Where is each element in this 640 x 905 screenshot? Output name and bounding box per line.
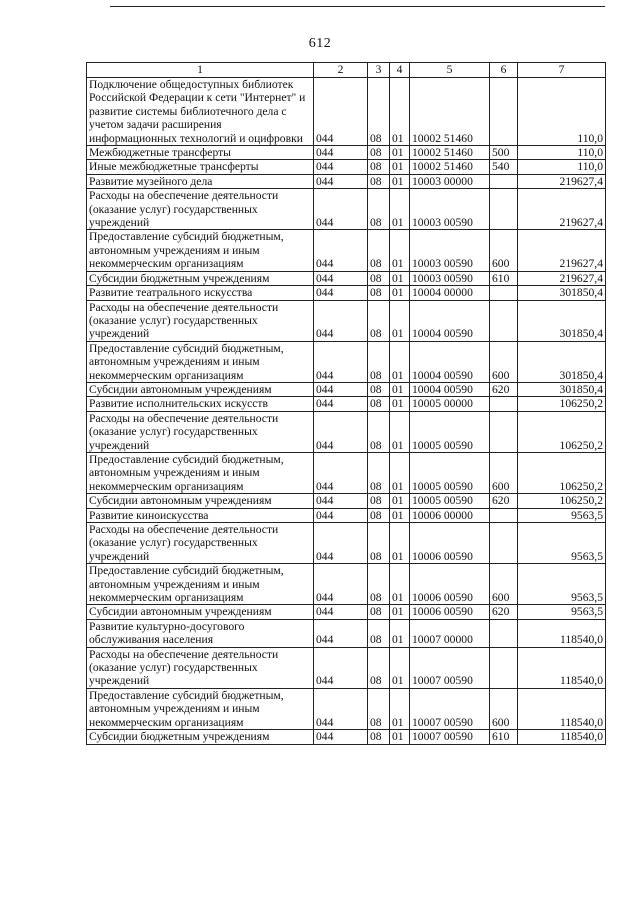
row-section-code: 08: [368, 411, 390, 452]
row-target-article: 10004 00000: [410, 286, 490, 300]
table-body: [87, 78, 606, 745]
row-target-article: 10007 00590: [410, 688, 490, 729]
column-header: 7: [518, 63, 606, 78]
table-row: [87, 300, 606, 341]
row-expense-type: [490, 523, 518, 564]
row-target-article: 10004 00590: [410, 382, 490, 396]
row-subsection-code: 01: [390, 382, 410, 396]
row-name: Предоставление субсидий бюджетным, автономным учреждениям и иным некоммерческим организациям: [87, 230, 314, 271]
row-expense-type: 500: [490, 146, 518, 160]
row-amount: 118540,0: [518, 619, 606, 647]
row-target-article: 10006 00590: [410, 605, 490, 619]
row-department-code: 044: [314, 411, 368, 452]
row-target-article: 10006 00000: [410, 508, 490, 522]
row-target-article: 10002 51460: [410, 78, 490, 146]
row-department-code: 044: [314, 523, 368, 564]
row-department-code: 044: [314, 494, 368, 508]
row-subsection-code: 01: [390, 494, 410, 508]
table-row: [87, 688, 606, 729]
row-section-code: 08: [368, 230, 390, 271]
row-target-article: 10007 00000: [410, 619, 490, 647]
row-expense-type: [490, 286, 518, 300]
row-expense-type: 620: [490, 605, 518, 619]
row-department-code: 044: [314, 78, 368, 146]
row-subsection-code: 01: [390, 452, 410, 493]
row-section-code: 08: [368, 382, 390, 396]
row-expense-type: [490, 619, 518, 647]
row-subsection-code: 01: [390, 189, 410, 230]
row-amount: 219627,4: [518, 174, 606, 188]
column-header: 4: [390, 63, 410, 78]
row-department-code: 044: [314, 564, 368, 605]
row-name: Межбюджетные трансферты: [87, 146, 314, 160]
table-row: [87, 397, 606, 411]
row-amount: 9563,5: [518, 605, 606, 619]
row-name: Предоставление субсидий бюджетным, автономным учреждениям и иным некоммерческим организациям: [87, 341, 314, 382]
row-department-code: 044: [314, 730, 368, 744]
row-department-code: 044: [314, 605, 368, 619]
page-number: 612: [308, 36, 332, 51]
row-name: Субсидии бюджетным учреждениям: [87, 730, 314, 744]
table-row: [87, 174, 606, 188]
table-row: [87, 160, 606, 174]
column-header: 1: [87, 63, 314, 78]
row-subsection-code: 01: [390, 160, 410, 174]
row-target-article: 10004 00590: [410, 341, 490, 382]
row-department-code: 044: [314, 647, 368, 688]
table-row: [87, 78, 606, 146]
row-amount: 219627,4: [518, 189, 606, 230]
table-row: [87, 189, 606, 230]
row-expense-type: 600: [490, 230, 518, 271]
row-subsection-code: 01: [390, 300, 410, 341]
row-target-article: 10005 00590: [410, 494, 490, 508]
row-section-code: 08: [368, 605, 390, 619]
table-row: [87, 564, 606, 605]
row-department-code: 044: [314, 160, 368, 174]
column-header: 6: [490, 63, 518, 78]
row-target-article: 10002 51460: [410, 146, 490, 160]
row-name: Расходы на обеспечение деятельности (оказание услуг) государственных учреждений: [87, 647, 314, 688]
row-department-code: 044: [314, 452, 368, 493]
row-expense-type: 610: [490, 730, 518, 744]
row-subsection-code: 01: [390, 605, 410, 619]
row-section-code: 08: [368, 78, 390, 146]
table-row: [87, 271, 606, 285]
row-expense-type: 620: [490, 494, 518, 508]
row-subsection-code: 01: [390, 78, 410, 146]
row-name: Предоставление субсидий бюджетным, автономным учреждениям и иным некоммерческим организациям: [87, 688, 314, 729]
row-section-code: 08: [368, 286, 390, 300]
row-section-code: 08: [368, 300, 390, 341]
row-subsection-code: 01: [390, 523, 410, 564]
row-expense-type: 610: [490, 271, 518, 285]
row-amount: 301850,4: [518, 341, 606, 382]
row-department-code: 044: [314, 619, 368, 647]
table-row: [87, 382, 606, 396]
row-amount: 110,0: [518, 78, 606, 146]
row-target-article: 10006 00590: [410, 564, 490, 605]
row-amount: 9563,5: [518, 508, 606, 522]
row-subsection-code: 01: [390, 647, 410, 688]
row-subsection-code: 01: [390, 271, 410, 285]
row-target-article: 10007 00590: [410, 730, 490, 744]
row-name: Развитие киноискусства: [87, 508, 314, 522]
row-section-code: 08: [368, 523, 390, 564]
row-expense-type: [490, 397, 518, 411]
row-section-code: 08: [368, 174, 390, 188]
row-subsection-code: 01: [390, 508, 410, 522]
row-department-code: 044: [314, 300, 368, 341]
row-section-code: 08: [368, 341, 390, 382]
row-amount: 118540,0: [518, 730, 606, 744]
row-target-article: 10003 00590: [410, 189, 490, 230]
row-amount: 9563,5: [518, 523, 606, 564]
row-expense-type: 540: [490, 160, 518, 174]
row-amount: 110,0: [518, 146, 606, 160]
row-subsection-code: 01: [390, 619, 410, 647]
row-name: Развитие исполнительских искусств: [87, 397, 314, 411]
row-expense-type: [490, 647, 518, 688]
row-section-code: 08: [368, 730, 390, 744]
column-header: 3: [368, 63, 390, 78]
row-subsection-code: 01: [390, 564, 410, 605]
row-name: Предоставление субсидий бюджетным, автономным учреждениям и иным некоммерческим организациям: [87, 452, 314, 493]
row-name: Субсидии автономным учреждениям: [87, 382, 314, 396]
row-name: Субсидии бюджетным учреждениям: [87, 271, 314, 285]
table-row: [87, 647, 606, 688]
table-row: [87, 146, 606, 160]
row-section-code: 08: [368, 688, 390, 729]
row-expense-type: 600: [490, 341, 518, 382]
row-target-article: 10007 00590: [410, 647, 490, 688]
row-name: Расходы на обеспечение деятельности (оказание услуг) государственных учреждений: [87, 523, 314, 564]
row-department-code: 044: [314, 397, 368, 411]
row-section-code: 08: [368, 160, 390, 174]
row-subsection-code: 01: [390, 730, 410, 744]
row-section-code: 08: [368, 564, 390, 605]
row-amount: 106250,2: [518, 494, 606, 508]
row-amount: 219627,4: [518, 271, 606, 285]
row-subsection-code: 01: [390, 411, 410, 452]
row-target-article: 10003 00590: [410, 271, 490, 285]
row-target-article: 10002 51460: [410, 160, 490, 174]
column-header: 5: [410, 63, 490, 78]
row-amount: 110,0: [518, 160, 606, 174]
row-target-article: 10006 00590: [410, 523, 490, 564]
row-section-code: 08: [368, 508, 390, 522]
top-rule: [110, 6, 605, 7]
row-expense-type: 620: [490, 382, 518, 396]
row-subsection-code: 01: [390, 174, 410, 188]
row-section-code: 08: [368, 619, 390, 647]
row-department-code: 044: [314, 174, 368, 188]
row-expense-type: 600: [490, 564, 518, 605]
row-subsection-code: 01: [390, 341, 410, 382]
table-row: [87, 730, 606, 744]
row-section-code: 08: [368, 146, 390, 160]
row-subsection-code: 01: [390, 230, 410, 271]
row-department-code: 044: [314, 189, 368, 230]
row-amount: 301850,4: [518, 382, 606, 396]
row-name: Расходы на обеспечение деятельности (оказание услуг) государственных учреждений: [87, 189, 314, 230]
header-row: [87, 63, 606, 78]
row-section-code: 08: [368, 494, 390, 508]
table-row: [87, 508, 606, 522]
table-row: [87, 619, 606, 647]
row-name: Субсидии автономным учреждениям: [87, 494, 314, 508]
row-expense-type: [490, 78, 518, 146]
table-row: [87, 452, 606, 493]
row-target-article: 10003 00000: [410, 174, 490, 188]
row-target-article: 10003 00590: [410, 230, 490, 271]
row-amount: 106250,2: [518, 411, 606, 452]
table-row: [87, 411, 606, 452]
row-expense-type: [490, 189, 518, 230]
row-name: Субсидии автономным учреждениям: [87, 605, 314, 619]
row-department-code: 044: [314, 286, 368, 300]
row-amount: 301850,4: [518, 300, 606, 341]
row-expense-type: 600: [490, 452, 518, 493]
row-section-code: 08: [368, 189, 390, 230]
row-department-code: 044: [314, 341, 368, 382]
row-target-article: 10005 00590: [410, 452, 490, 493]
table-row: [87, 523, 606, 564]
row-name: Иные межбюджетные трансферты: [87, 160, 314, 174]
row-name: Развитие музейного дела: [87, 174, 314, 188]
row-name: Расходы на обеспечение деятельности (оказание услуг) государственных учреждений: [87, 411, 314, 452]
column-header: 2: [314, 63, 368, 78]
row-amount: 118540,0: [518, 688, 606, 729]
row-amount: 118540,0: [518, 647, 606, 688]
row-subsection-code: 01: [390, 286, 410, 300]
row-expense-type: [490, 174, 518, 188]
row-subsection-code: 01: [390, 146, 410, 160]
row-expense-type: [490, 300, 518, 341]
row-amount: 301850,4: [518, 286, 606, 300]
row-department-code: 044: [314, 271, 368, 285]
row-amount: 219627,4: [518, 230, 606, 271]
row-target-article: 10004 00590: [410, 300, 490, 341]
row-name: Расходы на обеспечение деятельности (оказание услуг) государственных учреждений: [87, 300, 314, 341]
row-expense-type: 600: [490, 688, 518, 729]
row-target-article: 10005 00590: [410, 411, 490, 452]
row-name: Развитие культурно-досугового обслуживания населения: [87, 619, 314, 647]
row-department-code: 044: [314, 688, 368, 729]
row-section-code: 08: [368, 452, 390, 493]
table-row: [87, 341, 606, 382]
row-expense-type: [490, 411, 518, 452]
row-name: Подключение общедоступных библиотек Российской Федерации к сети "Интернет" и развитие системы библиотечного дела с учетом задачи расширения информационных технологий и оцифровки: [87, 78, 314, 146]
table-row: [87, 494, 606, 508]
row-department-code: 044: [314, 508, 368, 522]
row-name: Предоставление субсидий бюджетным, автономным учреждениям и иным некоммерческим организациям: [87, 564, 314, 605]
row-section-code: 08: [368, 647, 390, 688]
row-subsection-code: 01: [390, 397, 410, 411]
table-row: [87, 286, 606, 300]
row-department-code: 044: [314, 382, 368, 396]
budget-table: [86, 62, 606, 745]
row-section-code: 08: [368, 397, 390, 411]
row-amount: 106250,2: [518, 452, 606, 493]
row-target-article: 10005 00000: [410, 397, 490, 411]
table-row: [87, 605, 606, 619]
row-amount: 106250,2: [518, 397, 606, 411]
table-row: [87, 230, 606, 271]
row-department-code: 044: [314, 230, 368, 271]
row-expense-type: [490, 508, 518, 522]
row-department-code: 044: [314, 146, 368, 160]
row-subsection-code: 01: [390, 688, 410, 729]
row-section-code: 08: [368, 271, 390, 285]
row-amount: 9563,5: [518, 564, 606, 605]
row-name: Развитие театрального искусства: [87, 286, 314, 300]
